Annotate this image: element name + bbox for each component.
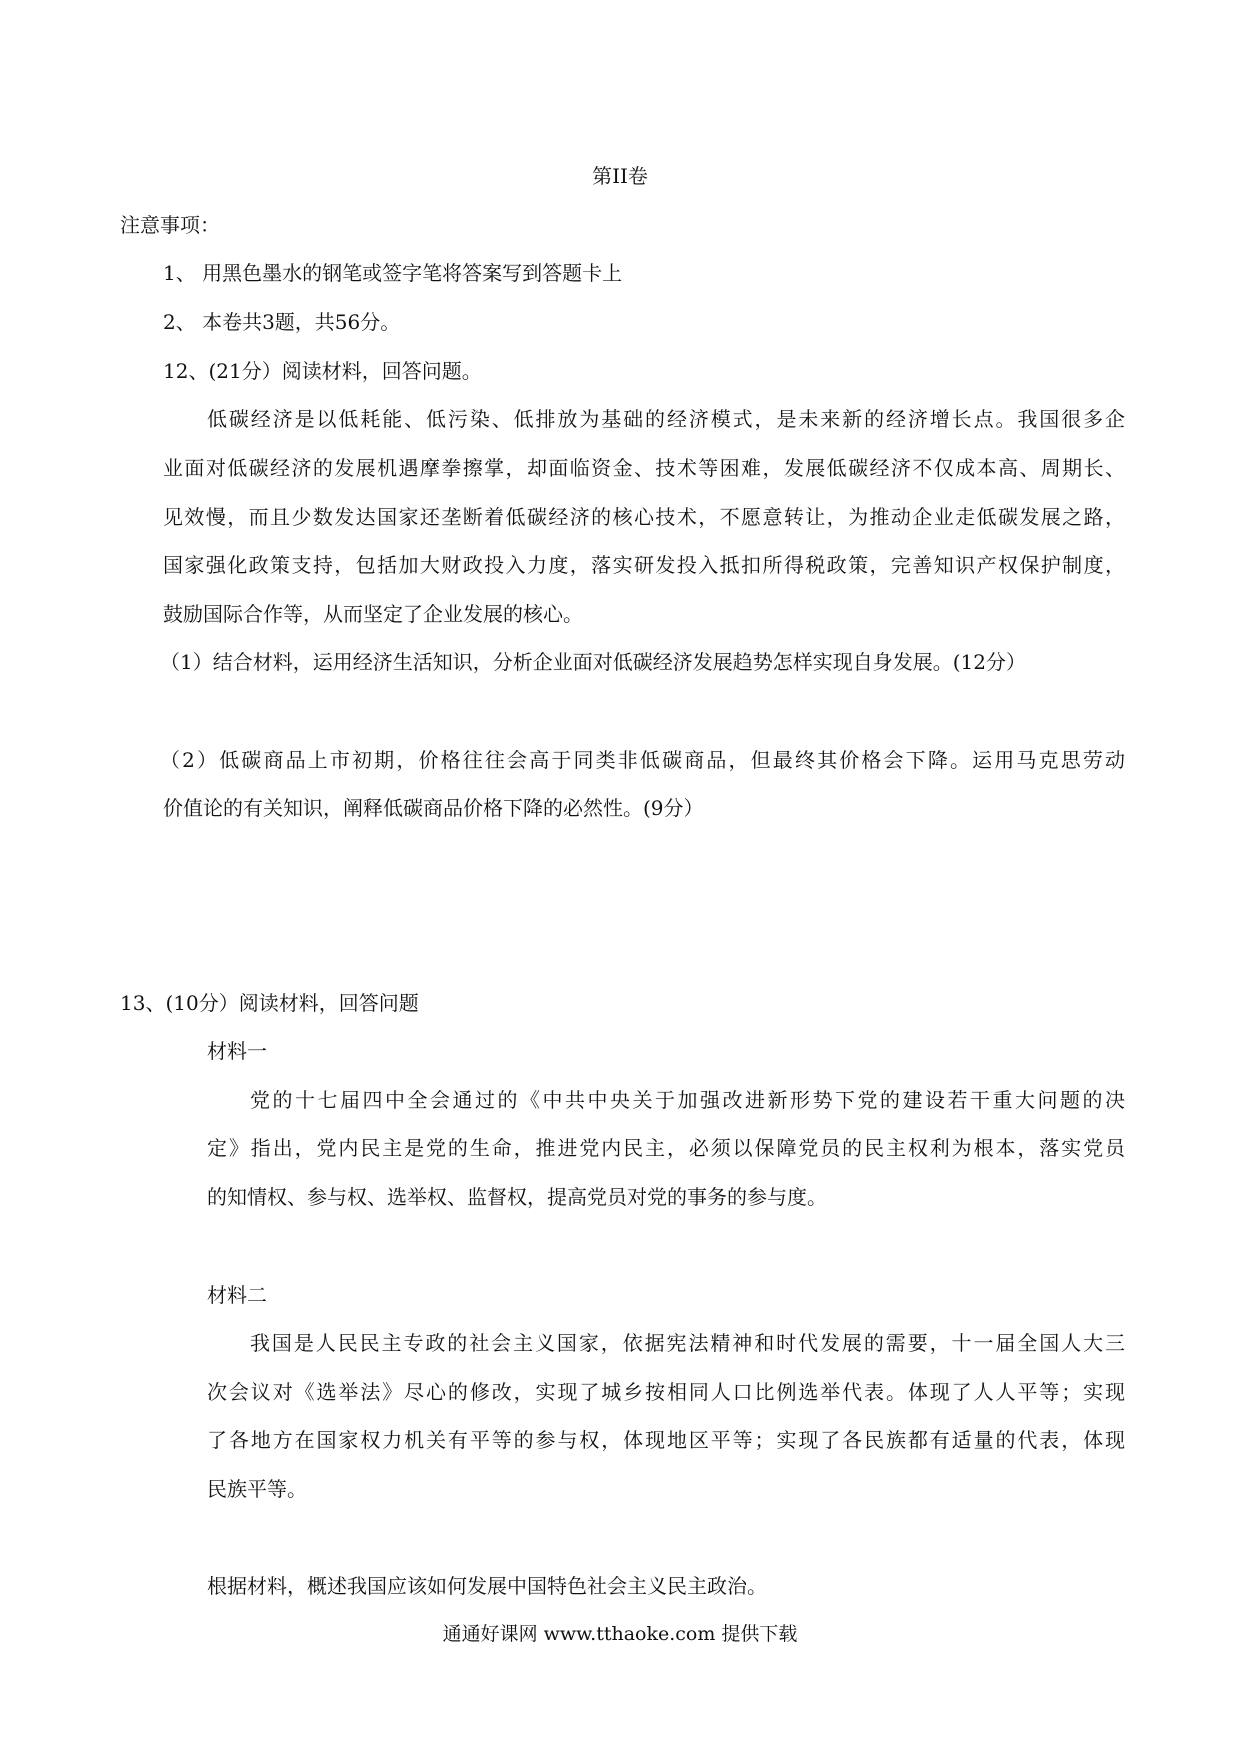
q13-question: 根据材料，概述我国应该如何发展中国特色社会主义民主政治。 bbox=[207, 1574, 767, 1598]
q13-material-2-line: 民族平等。 bbox=[207, 1477, 307, 1501]
q13-material-2-line: 我国是人民民主专政的社会主义国家，依据宪法精神和时代发展的需要，十一届全国人大三 bbox=[250, 1331, 1125, 1355]
notice-item-1: 1、 用黑色墨水的钢笔或签字笔将答案写到答题卡上 bbox=[163, 261, 623, 285]
footer-download-note: 通通好课网 www.tthaoke.com 提供下载 bbox=[442, 1623, 798, 1645]
q12-material-line: 鼓励国际合作等，从而坚定了企业发展的核心。 bbox=[163, 602, 583, 626]
q13-material-1-line: 定》指出，党内民主是党的生命，推进党内民主，必须以保障党员的民主权利为根本，落实党员 bbox=[207, 1136, 1125, 1160]
q13-material-1-line: 党的十七届四中全会通过的《中共中央关于加强改进新形势下党的建设若干重大问题的决 bbox=[250, 1088, 1125, 1112]
q12-material-line: 低碳经济是以低耗能、低污染、低排放为基础的经济模式，是未来新的经济增长点。我国很多企 bbox=[207, 407, 1125, 431]
q12-material-line: 业面对低碳经济的发展机遇摩拳擦掌，却面临资金、技术等困难，发展低碳经济不仅成本高、周期长、 bbox=[163, 456, 1125, 480]
q12-subquestion-2-line: 价值论的有关知识，阐释低碳商品价格下降的必然性。(9分） bbox=[163, 796, 704, 820]
q13-material-2-line: 了各地方在国家权力机关有平等的参与权，体现地区平等；实现了各民族都有适量的代表，体现 bbox=[207, 1428, 1125, 1452]
q12-material-line: 见效慢，而且少数发达国家还垄断着低碳经济的核心技术，不愿意转让，为推动企业走低碳发展之路， bbox=[163, 505, 1125, 529]
notice-heading: 注意事项： bbox=[120, 213, 220, 237]
q12-material-line: 国家强化政策支持，包括加大财政投入力度，落实研发投入抵扣所得税政策，完善知识产权保护制度， bbox=[163, 553, 1125, 577]
notice-item-2: 2、 本卷共3题，共56分。 bbox=[163, 310, 401, 334]
q12-header: 12、(21分）阅读材料，回答问题。 bbox=[163, 359, 482, 383]
q13-material-2-line: 次会议对《选举法》尽心的修改，实现了城乡按相同人口比例选举代表。体现了人人平等；实现 bbox=[207, 1380, 1125, 1404]
q13-header: 13、(10分）阅读材料，回答问题 bbox=[120, 991, 419, 1015]
q13-material-2-label: 材料二 bbox=[207, 1283, 267, 1307]
q12-subquestion-2-line: （2）低碳商品上市初期，价格往往会高于同类非低碳商品，但最终其价格会下降。运用马克思劳动 bbox=[160, 748, 1125, 772]
q12-subquestion-1: （1）结合材料，运用经济生活知识，分析企业面对低碳经济发展趋势怎样实现自身发展。(12分） bbox=[160, 650, 1026, 674]
q13-material-1-label: 材料一 bbox=[207, 1039, 267, 1063]
q13-material-1-line: 的知情权、参与权、选举权、监督权，提高党员对党的事务的参与度。 bbox=[207, 1185, 827, 1209]
section-title: 第II卷 bbox=[592, 164, 648, 188]
